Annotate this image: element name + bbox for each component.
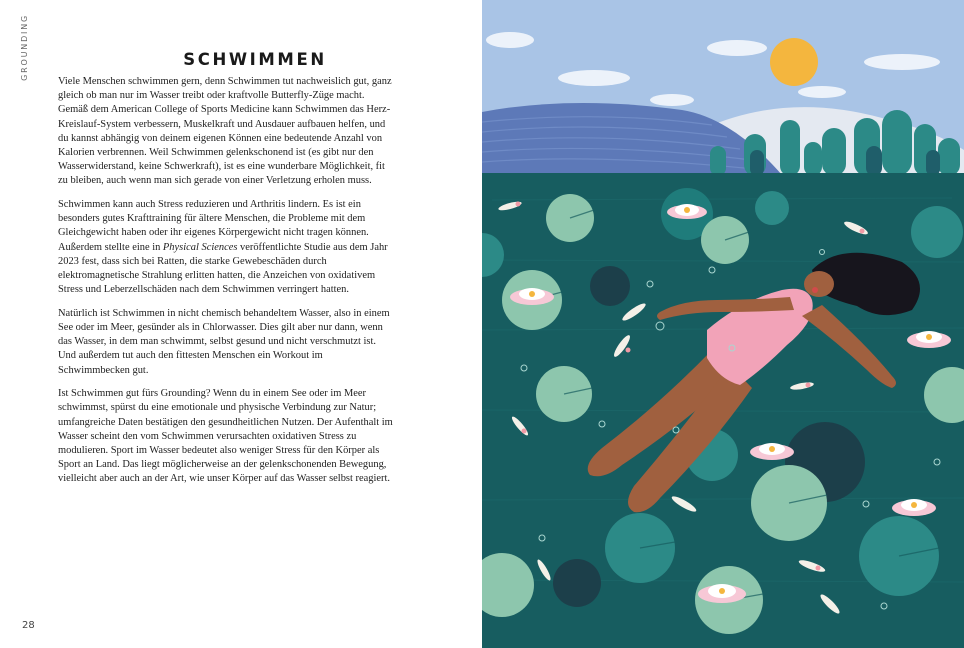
text-run: Ist Schwimmen gut fürs Grounding? Wenn du in einem See oder im Meer schwimmst, spürst du eine emotionale und physische Verbindung zur Natur; umfangreiche Daten bestätigen den gesundheitlichen Nutzen. Der Aufenthalt im Wasser scheint den vom Schwimmen verursachten oxidativen Stress zu modulieren. Sport im Wasser bedeutet also weniger Stress für den Körper als Sport an Land. Das liegt möglicherweise an der gelenkschonenden Bewegung, vielleicht aber auch an der Art, wie unser Körper auf das Wasser selbst reagiert. [58, 388, 393, 485]
page-number: 28 [22, 620, 35, 631]
sun-icon [770, 38, 818, 86]
text-run: veröffentlichte Studie aus dem Jahr 2023 fest, dass sich bei Ratten, die starke Gewebeschäden durch elektromagnetische Strahlung erlitten hatten, die Anzeichen von oxidativem Stress und Leberzellschäden nach dem Schwimmen verringert hatten. [58, 241, 388, 296]
illustration-canvas [482, 0, 964, 648]
body-paragraph [58, 307, 396, 378]
text-run: Viele Menschen schwimmen gern, denn Schwimmen tut nachweislich gut, ganz gleich ob man nur im Wasser treibt oder kraftvolle Butterfly-Züge macht. Gemäß dem American College of Sports Medicine kann Schwimmen das Herz-Kreislauf-System verbessern, Muskelkraft und Ausdauer aufbauen helfen, und du kannst abhängig von deinem eigenen Können eine bedeutende Anzahl von Kalorien verbrennen. Weil Schwimmen gelenkschonend ist (es gibt nur den Wasserwiderstand, keine Schwerkraft), ist es eine wunderbare Möglichkeit, fit zu bleiben, auch wenn man sich gerade von einer Verletzung erholen muss. [58, 76, 392, 187]
body-paragraph [58, 387, 396, 486]
page-title: SCHWIMMEN [183, 50, 327, 69]
body-text [58, 75, 396, 496]
text-run: Schwimmen kann auch Stress reduzieren und Arthritis lindern. Es ist ein besonders gutes Krafttraining für ältere Menschen, die Probleme mit dem Gleichgewicht haben oder ihr eigenes Körpergewicht nicht tragen können. Außerdem stellte eine in [58, 199, 369, 253]
journal-name: Physical Sciences [162, 241, 238, 253]
text-run: Natürlich ist Schwimmen in nicht chemisch behandeltem Wasser, also in einem See oder im Meer, gesünder als in Chlorwasser. Dies gilt aber nur dann, wenn das Wasser, in dem man schwimmt, selbst gesund und nicht verschmutzt ist. Und außerdem tut auch den fittesten Menschen ein Workout im Schwimmbecken gut. [58, 307, 390, 376]
running-head: GROUNDING [20, 14, 29, 81]
swimming-illustration [482, 0, 964, 648]
body-paragraph [58, 198, 396, 297]
body-paragraph [58, 75, 396, 189]
